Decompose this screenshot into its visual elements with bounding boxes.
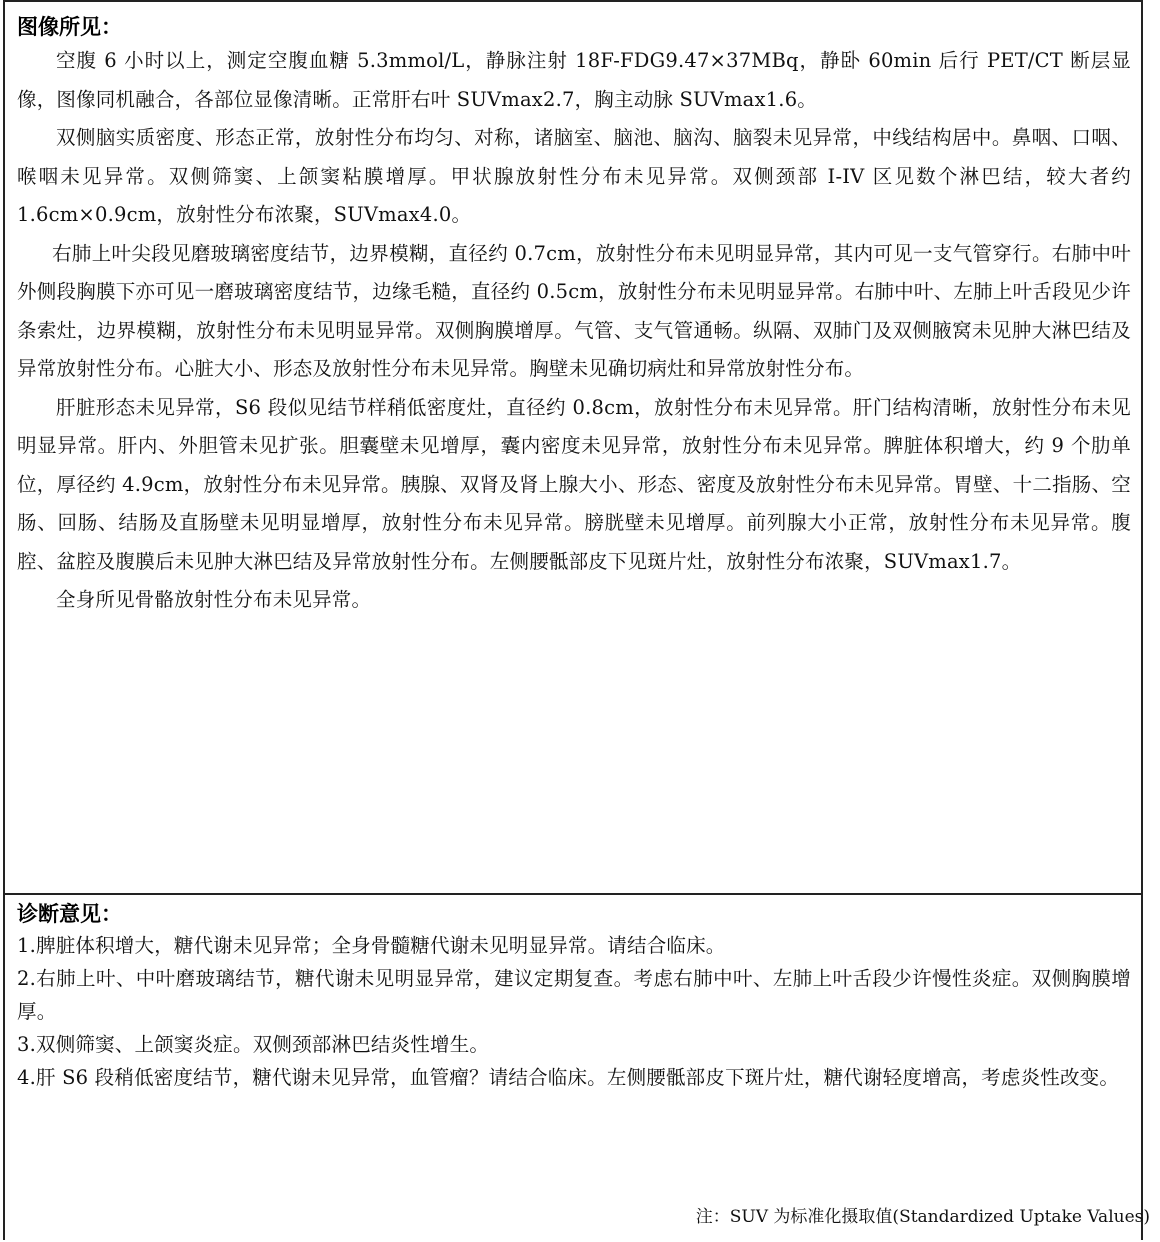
diagnosis-item-4: 4.肝 S6 段稍低密度结节，糖代谢未见异常，血管瘤？请结合临床。左侧腰骶部皮下斑片灶，糖代谢轻度增高，考虑炎性改变。 — [17, 1066, 1120, 1089]
diagnosis-item-1: 1.脾脏体积增大，糖代谢未见异常；全身骨髓糖代谢未见明显异常。请结合临床。 — [17, 934, 726, 957]
findings-heading: 图像所见： — [17, 15, 122, 39]
findings-paragraph-protocol: 空腹 6 小时以上，测定空腹血糖 5.3mmol/L，静脉注射 18F-FDG9.47×37MBq，静卧 60min 后行 PET/CT 断层显像，图像同机融合，各部位显像清晰。正常肝右叶 SUVmax2.7，胸主动脉 SUVmax1.6。 — [17, 49, 1131, 111]
diagnosis-item-2: 2.右肺上叶、中叶磨玻璃结节，糖代谢未见明显异常，建议定期复查。考虑右肺中叶、左肺上叶舌段少许慢性炎症。双侧胸膜增厚。 — [17, 967, 1131, 1023]
diagnosis-item-3: 3.双侧筛窦、上颌窦炎症。双侧颈部淋巴结炎性增生。 — [17, 1033, 490, 1056]
findings-paragraph-abdomen-pelvis: 肝脏形态未见异常，S6 段似见结节样稍低密度灶，直径约 0.8cm，放射性分布未见异常。肝门结构清晰，放射性分布未见明显异常。肝内、外胆管未见扩张。胆囊壁未见增厚，囊内密度未见异常，放射性分布未见异常。脾脏体积增大，约 9 个肋单位，厚径约 4.9cm，放射性分布未见异常。胰腺、双肾及肾上腺大小、形态、密度及放射性分布未见异常。胃壁、十二指肠、空肠、回肠、结肠及直肠壁未见明显增厚，放射性分布未见异常。膀胱壁未见增厚。前列腺大小正常，放射性分布未见异常。腹腔、盆腔及腹膜后未见肿大淋巴结及异常放射性分布。左侧腰骶部皮下见斑片灶，放射性分布浓聚，SUVmax1.7。 — [17, 395, 1131, 573]
diagnosis-heading: 诊断意见： — [17, 902, 122, 926]
findings-paragraph-skeleton: 全身所见骨骼放射性分布未见异常。 — [56, 588, 372, 611]
findings-section — [5, 2, 1141, 895]
pet-ct-report — [3, 0, 1143, 1240]
findings-paragraph-chest: 右肺上叶尖段见磨玻璃密度结节，边界模糊，直径约 0.7cm，放射性分布未见明显异常，其内可见一支气管穿行。右肺中叶外侧段胸膜下亦可见一磨玻璃密度结节，边缘毛糙，直径约 0.5cm，放射性分布未见明显异常。右肺中叶、左肺上叶舌段见少许条索灶，边界模糊，放射性分布未见明显异常。双侧胸膜增厚。气管、支气管通畅。纵隔、双肺门及双侧腋窝未见肿大淋巴结及异常放射性分布。心脏大小、形态及放射性分布未见异常。胸壁未见确切病灶和异常放射性分布。 — [17, 241, 1131, 380]
findings-paragraph-head-neck: 双侧脑实质密度、形态正常，放射性分布均匀、对称，诸脑室、脑池、脑沟、脑裂未见异常，中线结构居中。鼻咽、口咽、喉咽未见异常。双侧筛窦、上颌窦粘膜增厚。甲状腺放射性分布未见异常。双侧颈部 I-IV 区见数个淋巴结，较大者约 1.6cm×0.9cm，放射性分布浓聚，SUVmax4.0。 — [17, 126, 1131, 226]
diagnosis-section — [5, 895, 1141, 1242]
suv-footnote: 注：SUV 为标准化摄取值(Standardized Uptake Values) — [695, 1207, 1150, 1227]
